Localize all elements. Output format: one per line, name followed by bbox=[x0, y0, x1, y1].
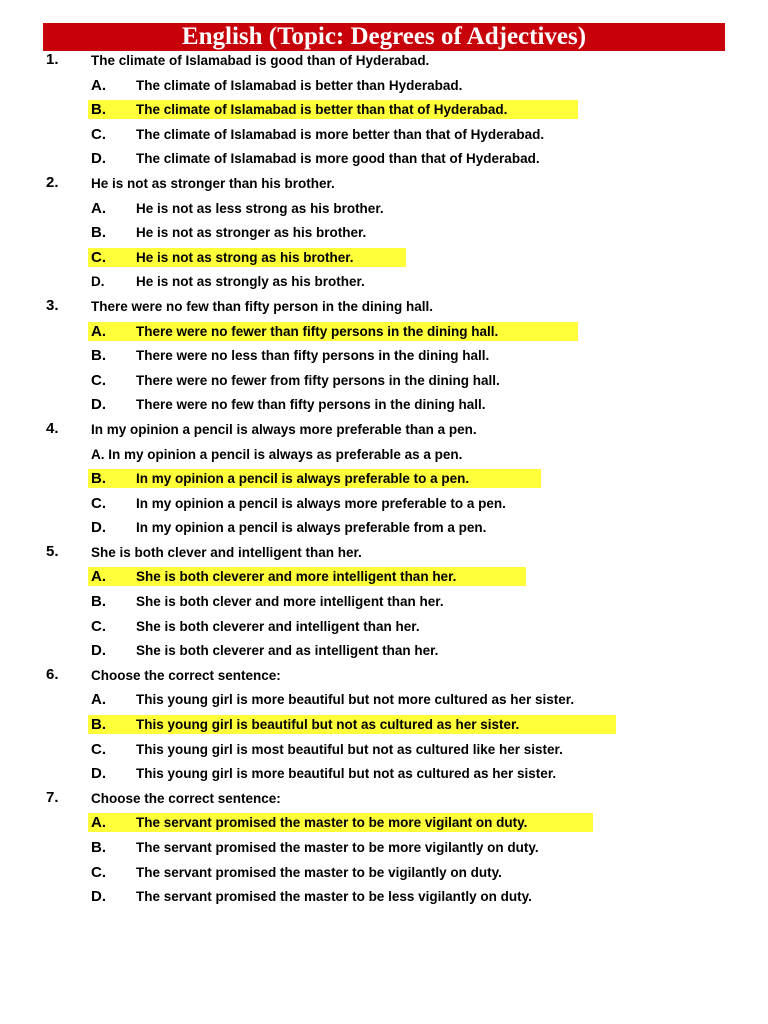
question-list bbox=[0, 48, 768, 909]
option-text: There were no few than fifty persons in the dining hall. bbox=[136, 397, 486, 413]
option-text: The climate of Islamabad is better than that of Hyderabad. bbox=[136, 102, 508, 118]
option-text: This young girl is more beautiful but not more cultured as her sister. bbox=[136, 692, 575, 708]
option-label: A. bbox=[91, 814, 106, 832]
option-label: D. bbox=[91, 888, 106, 906]
option-text: The climate of Islamabad is more good than that of Hyderabad. bbox=[136, 151, 540, 167]
option-row bbox=[0, 564, 768, 589]
option-row bbox=[0, 220, 768, 245]
option-text: She is both cleverer and more intelligent than her. bbox=[136, 569, 457, 585]
question-number: 5. bbox=[46, 542, 59, 560]
option-row bbox=[0, 442, 768, 467]
option-row bbox=[0, 810, 768, 835]
question-text: The climate of Islamabad is good than of Hyderabad. bbox=[91, 53, 430, 68]
question-row bbox=[0, 417, 768, 442]
option-label: D. bbox=[91, 642, 106, 660]
option-label: D. bbox=[91, 519, 106, 537]
option-row bbox=[0, 97, 768, 122]
option-label: B. bbox=[91, 224, 106, 242]
option-text: She is both cleverer and intelligent than her. bbox=[136, 618, 420, 634]
option-text: In my opinion a pencil is always preferable from a pen. bbox=[136, 520, 487, 536]
option-label: B. bbox=[91, 101, 106, 119]
option-row bbox=[0, 245, 768, 270]
question-number: 6. bbox=[46, 665, 59, 683]
option-text: A. In my opinion a pencil is always as preferable as a pen. bbox=[91, 446, 463, 462]
option-label: A. bbox=[91, 691, 106, 709]
option-text: This young girl is beautiful but not as cultured as her sister. bbox=[136, 717, 520, 733]
question-number: 3. bbox=[46, 296, 59, 314]
option-text: She is both clever and more intelligent than her. bbox=[136, 594, 444, 610]
question-row bbox=[0, 786, 768, 811]
option-text: He is not as strongly as his brother. bbox=[136, 274, 365, 290]
option-text: In my opinion a pencil is always more preferable to a pen. bbox=[136, 495, 506, 511]
option-row bbox=[0, 392, 768, 417]
option-row bbox=[0, 614, 768, 639]
option-label: A. bbox=[91, 199, 106, 217]
option-row bbox=[0, 515, 768, 540]
option-text: The climate of Islamabad is better than Hyderabad. bbox=[136, 77, 463, 93]
option-label: C. bbox=[91, 740, 106, 758]
option-row bbox=[0, 368, 768, 393]
option-row bbox=[0, 196, 768, 221]
question-number: 4. bbox=[46, 419, 59, 437]
option-row bbox=[0, 687, 768, 712]
option-row bbox=[0, 73, 768, 98]
option-text: He is not as stronger as his brother. bbox=[136, 225, 367, 241]
option-row bbox=[0, 589, 768, 614]
question-row bbox=[0, 540, 768, 565]
option-text: In my opinion a pencil is always preferable to a pen. bbox=[136, 471, 470, 487]
option-text: The servant promised the master to be more vigilantly on duty. bbox=[136, 840, 539, 855]
option-label: D. bbox=[91, 274, 105, 290]
question-text: There were no few than fifty person in the dining hall. bbox=[91, 298, 434, 314]
option-label: B. bbox=[91, 470, 106, 488]
question-text: She is both clever and intelligent than her. bbox=[91, 544, 362, 560]
question-row bbox=[0, 171, 768, 196]
option-row bbox=[0, 638, 768, 663]
option-label: A. bbox=[91, 76, 106, 94]
option-text: There were no fewer than fifty persons in the dining hall. bbox=[136, 323, 499, 339]
option-label: B. bbox=[91, 716, 106, 734]
option-label: B. bbox=[91, 593, 106, 611]
option-row bbox=[0, 860, 768, 885]
option-text: This young girl is more beautiful but not as cultured as her sister. bbox=[136, 766, 557, 782]
question-text: Choose the correct sentence: bbox=[91, 790, 281, 806]
option-row bbox=[0, 712, 768, 737]
question-number: 1. bbox=[46, 51, 59, 68]
option-label: B. bbox=[91, 347, 106, 365]
option-row bbox=[0, 884, 768, 909]
option-label: C. bbox=[91, 494, 106, 512]
option-text: There were no fewer from fifty persons in the dining hall. bbox=[136, 372, 500, 388]
option-text: There were no less than fifty persons in the dining hall. bbox=[136, 348, 490, 364]
question-row bbox=[0, 663, 768, 688]
option-row bbox=[0, 146, 768, 171]
option-label: D. bbox=[91, 150, 106, 168]
option-label: B. bbox=[91, 839, 106, 856]
option-row bbox=[0, 269, 768, 294]
question-number: 2. bbox=[46, 173, 59, 191]
option-label: D. bbox=[91, 396, 106, 414]
option-row bbox=[0, 466, 768, 491]
option-text: The servant promised the master to be vigilantly on duty. bbox=[136, 864, 502, 880]
option-text: This young girl is most beautiful but not as cultured like her sister. bbox=[136, 741, 563, 757]
option-text: The climate of Islamabad is more better than that of Hyderabad. bbox=[136, 126, 545, 142]
option-label: C. bbox=[91, 863, 106, 881]
option-row bbox=[0, 737, 768, 762]
question-number: 7. bbox=[46, 788, 59, 806]
option-text: The servant promised the master to be more vigilant on duty. bbox=[136, 815, 528, 831]
question-row bbox=[0, 294, 768, 319]
option-label: A. bbox=[91, 568, 106, 586]
option-label: A. bbox=[91, 322, 106, 340]
option-text: The servant promised the master to be less vigilantly on duty. bbox=[136, 889, 532, 905]
option-row bbox=[0, 319, 768, 344]
option-label: C. bbox=[91, 371, 106, 389]
option-row bbox=[0, 761, 768, 786]
question-text: In my opinion a pencil is always more preferable than a pen. bbox=[91, 421, 477, 437]
option-label: C. bbox=[91, 617, 106, 635]
page-title: English (Topic: Degrees of Adjectives) bbox=[43, 23, 725, 51]
option-label: D. bbox=[91, 765, 106, 783]
option-row bbox=[0, 491, 768, 516]
option-text: He is not as strong as his brother. bbox=[136, 249, 354, 265]
option-row bbox=[0, 122, 768, 147]
option-label: C. bbox=[91, 125, 106, 143]
question-row bbox=[0, 48, 768, 73]
question-text: Choose the correct sentence: bbox=[91, 667, 281, 683]
option-text: He is not as less strong as his brother. bbox=[136, 200, 384, 216]
option-row bbox=[0, 343, 768, 368]
question-text: He is not as stronger than his brother. bbox=[91, 175, 335, 191]
option-row bbox=[0, 835, 768, 860]
option-label: C. bbox=[91, 248, 106, 266]
option-text: She is both cleverer and as intelligent than her. bbox=[136, 643, 439, 659]
